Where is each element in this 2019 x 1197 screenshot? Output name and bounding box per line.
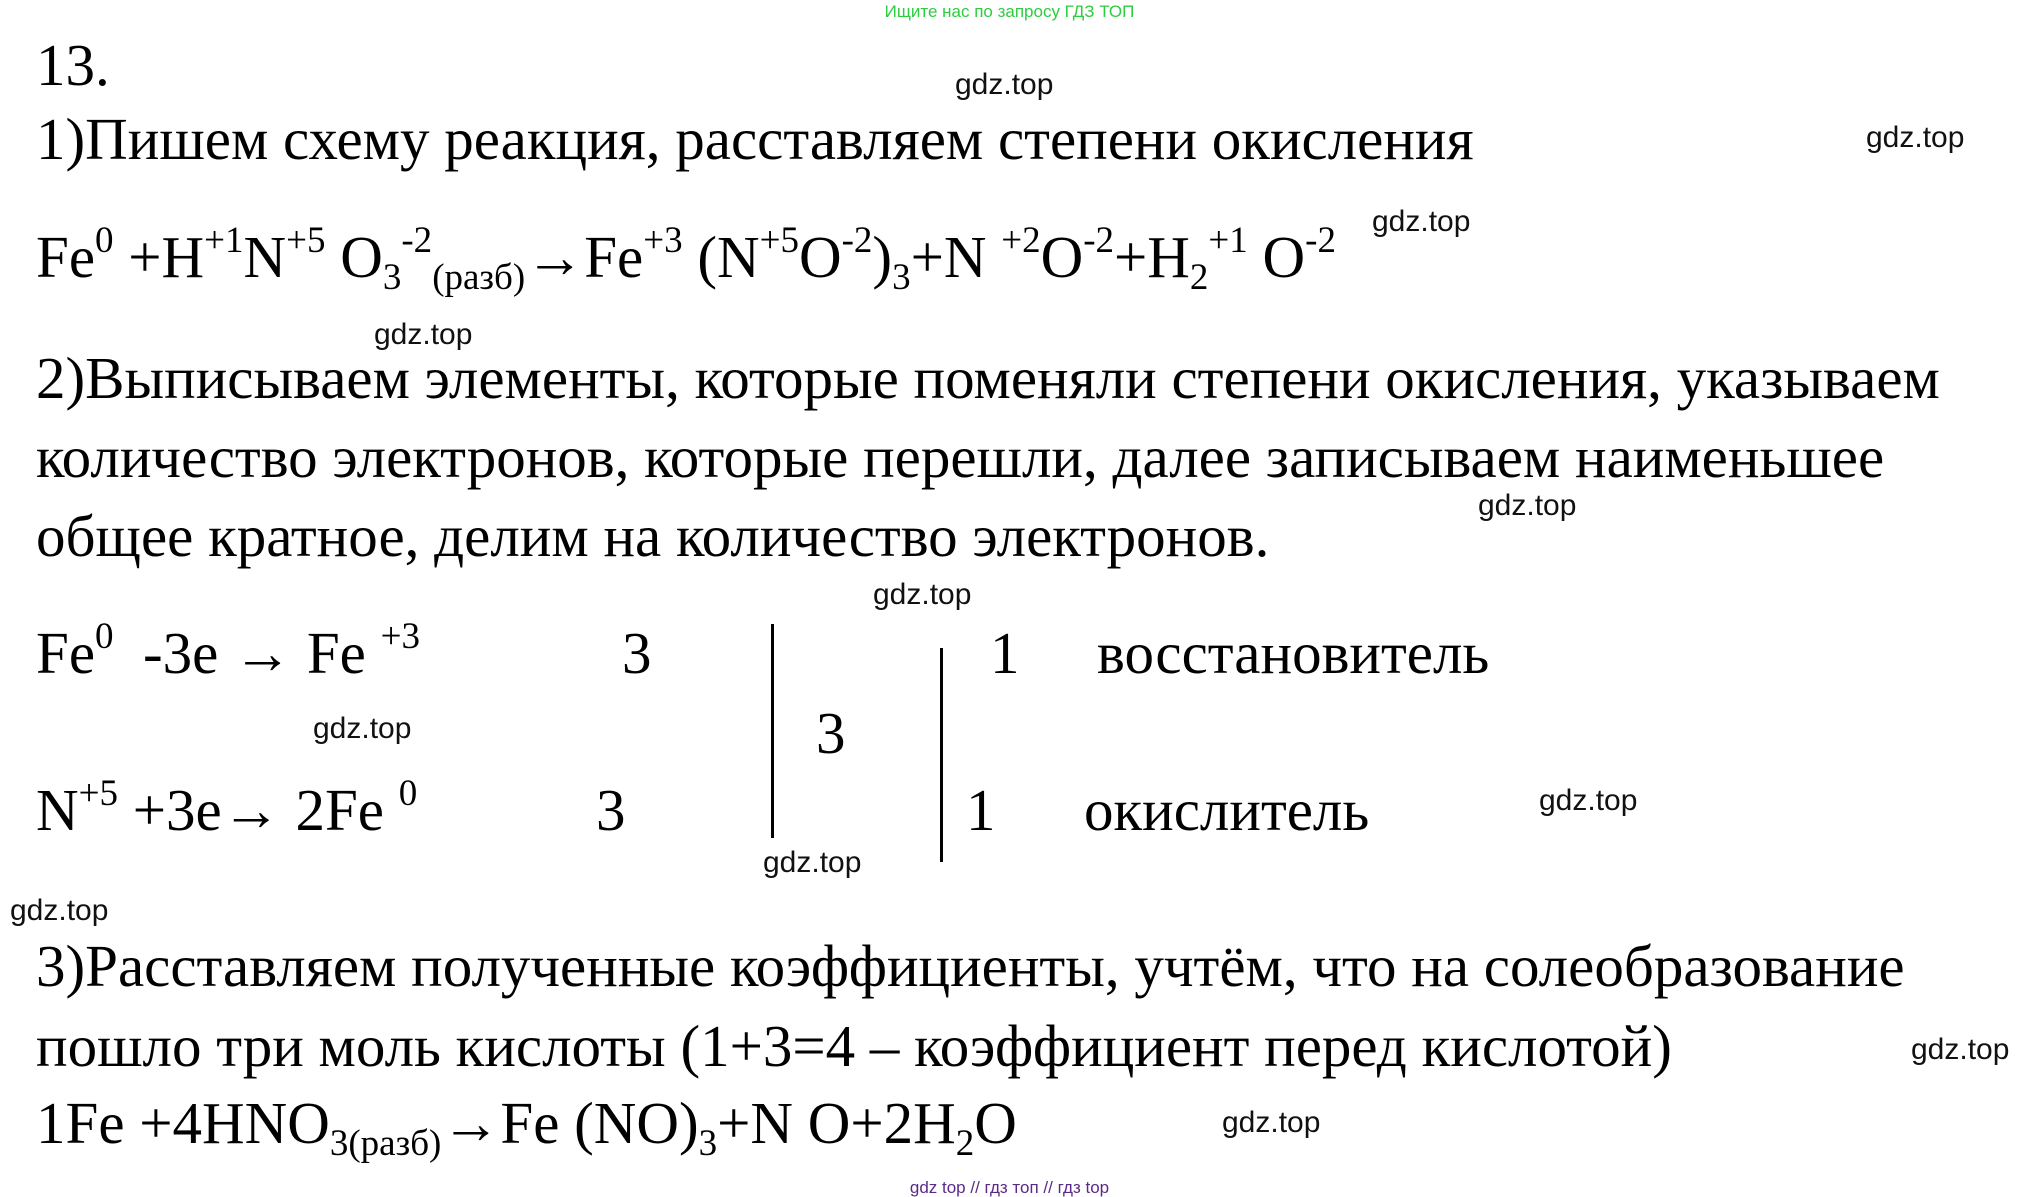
watermark: gdz.top [1222,1106,1321,1139]
watermark: gdz.top [313,712,412,745]
watermark: gdz.top [763,846,862,879]
balance-row-2-coefficient: 1 [966,777,996,843]
balance-separator-right [940,648,943,862]
watermark: gdz.top [1539,784,1638,817]
balance-row-1-coefficient: 1 [990,620,1020,686]
step2-line-3: общее кратное, делим на количество электронов. [36,503,1270,569]
watermark: gdz.top [1478,489,1577,522]
step2-line-1: 2)Выписываем элементы, которые поменяли степени окисления, указываем [36,345,1940,411]
step3-line-2: пошло три моль кислоты (1+3=4 – коэффициент перед кислотой) [36,1013,1672,1079]
footer-separator: // [1043,1178,1053,1197]
watermark: gdz.top [10,894,109,927]
balance-row-1-electrons: 3 [622,620,652,686]
task-number: 13. [36,32,110,98]
step1-text: 1)Пишем схему реакция, расставляем степени окисления [36,106,1474,172]
footer-link-gdz-top-mixed[interactable]: гдз top [1057,1178,1110,1197]
balance-row-1-formula: Fe$^0$ -3e → Fe $^{+3}$ [36,616,420,686]
balance-row-2-electrons: 3 [596,777,626,843]
watermark: gdz.top [955,68,1054,101]
balance-row-2-formula: $N^{+5} +3e\to 2Fe$ $^0$ [36,773,418,843]
balance-row-1-role: восстановитель [1097,620,1490,686]
footer-link-gdz-top[interactable]: gdz top [909,1178,966,1197]
watermark: gdz.top [1911,1033,2010,1066]
footer-separator: // [970,1178,980,1197]
watermark: gdz.top [1866,121,1965,154]
equation-1: $Fe^0 +H^{+1}N^{+5}$ $O_3^{-2}_{(разб)}\to Fe^{+3}$ $(N^{+5}O^{-2})_3+N$ $^{+2}O^{-2}+H_2^{+1}$ $O^{-2}$ [36,220,1336,298]
top-banner[interactable]: Ищите нас по запросу ГДЗ ТОП [884,2,1135,21]
footer [0,1178,2019,1197]
balance-separator-left [771,624,774,838]
watermark: gdz.top [374,318,473,351]
step3-line-1: 3)Расставляем полученные коэффициенты, учтём, что на солеобразование [36,933,1905,999]
watermark: gdz.top [1372,205,1471,238]
step2-line-2: количество электронов, которые перешли, далее записываем наименьшее [36,424,1885,490]
balance-row-2-role: окислитель [1084,777,1370,843]
balance-lcm: 3 [816,700,846,766]
footer-link-gdz-top-ru[interactable]: гдз топ [984,1178,1039,1197]
watermark: gdz.top [873,578,972,611]
final-equation: $1Fe +4HNO_{3(разб)}\to Fe$ $(NO)_3+N$ $O+2H_2O$ [36,1090,1017,1164]
